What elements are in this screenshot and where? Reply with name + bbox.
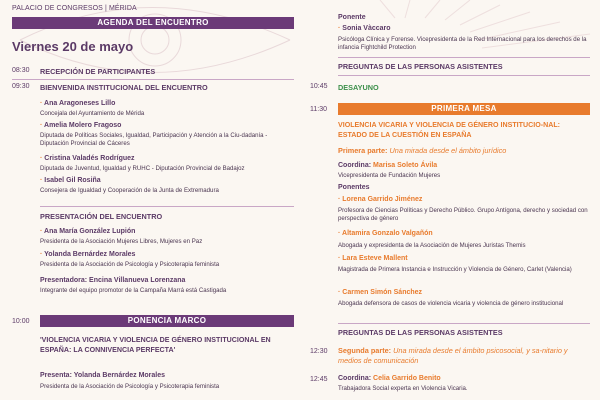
speaker-name: · Amelia Molero Fragoso [40,122,122,129]
speaker-name: · Carmen Simón Sánchez [338,289,423,296]
time-1000: 10:00 [12,318,30,325]
keynote-presenter-role: Presidenta de la Asociación de Psicología y Psicoterapia feminista [40,383,220,390]
speaker-role: Diputada de Juventud, Igualdad y RUHC - Diputación Provincial de Badajoz [40,165,245,172]
speaker-role: Consejera de Igualdad y Cooperación de la Junta de Extremadura [40,187,219,194]
speaker-name: · Altamira Gonzalo Valgañón [338,230,433,237]
speaker-role: Abogada defensora de casos de violencia vicaria y violencia de género institucional [338,300,564,307]
part-one: Primera parte: Una mirada desde el ámbito jurídico [338,146,507,155]
divider [338,323,590,324]
presentation-title: PRESENTACIÓN DEL ENCUENTRO [40,212,163,221]
questions-title: PREGUNTAS DE LAS PERSONAS ASISTENTES [338,62,503,71]
breakfast-title: DESAYUNO [338,83,379,92]
speaker-name: · Yolanda Bernárdez Morales [40,251,136,258]
keynote-presenter: Presenta: Yolanda Bernárdez Morales [40,372,166,379]
speaker-role: Presidenta de la Asociación de Psicología y Psicoterapia feminista [40,261,220,268]
welcome-title: BIENVENIDA INSTITUCIONAL DEL ENCUENTRO [40,83,208,92]
first-panel-title: VIOLENCIA VICARIA Y VIOLENCIA DE GÉNERO INSTITUCIO-NAL: ESTADO DE LA CUESTIÓN EN ESPAÑA [338,121,561,139]
ponente-label: Ponente [338,14,366,21]
divider [338,57,590,58]
ponentes-label: Ponentes [338,184,370,191]
speaker-name: · Lorena Garrido Jiménez [338,196,423,203]
divider [40,206,294,207]
day-title: Viernes 20 de mayo [12,39,134,54]
time-0930: 09:30 [12,83,30,90]
time-1045: 10:45 [310,83,328,90]
questions-title: PREGUNTAS DE LAS PERSONAS ASISTENTES [338,328,503,337]
keynote-band: PONENCIA MARCO [40,315,294,327]
divider [12,79,294,80]
speaker-role: Presidenta de la Asociación Mujeres Libres, Mujeres en Paz [40,238,203,245]
presenter-line: Presentadora: Encina Villanueva Lorenzana [40,277,186,284]
keynote-title: 'VIOLENCIA VICARIA Y VIOLENCIA DE GÉNERO INSTITUCIONAL EN ESPAÑA: LA CONNIVENCIA PERFECTA' [40,336,271,354]
speaker-role: Psicóloga Clínica y Forense. Vicepresidenta de la Red Internacional para los derechos de la infancia Fightchild Protection [338,36,587,51]
speaker-role: Concejala del Ayuntamiento de Mérida [40,110,145,117]
presenter-role: Integrante del equipo promotor de la Campaña Marrá está Castigada [40,287,227,294]
speaker-name: · Lara Esteve Mallent [338,255,408,262]
speaker-role: Diputada de Políticas Sociales, Igualdad, Participación y Atención a la Ciu-dadanía - Diputación Provincial de Cáceres [40,132,268,147]
speaker-role: Profesora de Ciencias Políticas y Derecho Público. Grupo Antígona, derecho y sociedad con perspectiva de género [338,207,588,222]
speaker-name: · Cristina Valadés Rodríguez [40,155,135,162]
speaker-role: Magistrada de Primera Instancia e Instrucción y Violencia de Género, Carlet (Valencia) [338,266,572,273]
first-panel-band: PRIMERA MESA [338,103,590,115]
divider [338,75,590,76]
speaker-name: · Ana Aragoneses Lillo [40,100,116,107]
venue-label: PALACIO DE CONGRESOS | MÉRIDA [12,5,137,12]
speaker-role: Abogada y expresidenta de la Asociación de Mujeres Juristas Themis [338,242,526,249]
coordinator-line: Coordina: Celia Garrido Benito [338,375,441,382]
time-0830: 08:30 [12,67,30,74]
agenda-band: AGENDA DEL ENCUENTRO [12,17,294,29]
reception-title: RECEPCIÓN DE PARTICIPANTES [40,67,156,76]
time-1130: 11:30 [310,106,327,113]
coordinator-line: Coordina: Marisa Soleto Ávila [338,162,438,169]
speaker-name: · Ana María González Lupión [40,228,136,235]
time-1245: 12:45 [310,376,328,383]
speaker-name: · Sonia Vàccaro [338,25,391,32]
time-1230: 12:30 [310,348,328,355]
part-two: Segunda parte: Una mirada desde el ámbito psicosocial, y sa-nitario y medios de comunicación [338,346,568,365]
coordinator-role: Vicepresidenta de Fundación Mujeres [338,172,441,179]
coordinator-role: Trabajadora Social experta en Violencia Vicaria. [338,385,468,392]
speaker-name: · Isabel Gil Rosiña [40,177,101,184]
